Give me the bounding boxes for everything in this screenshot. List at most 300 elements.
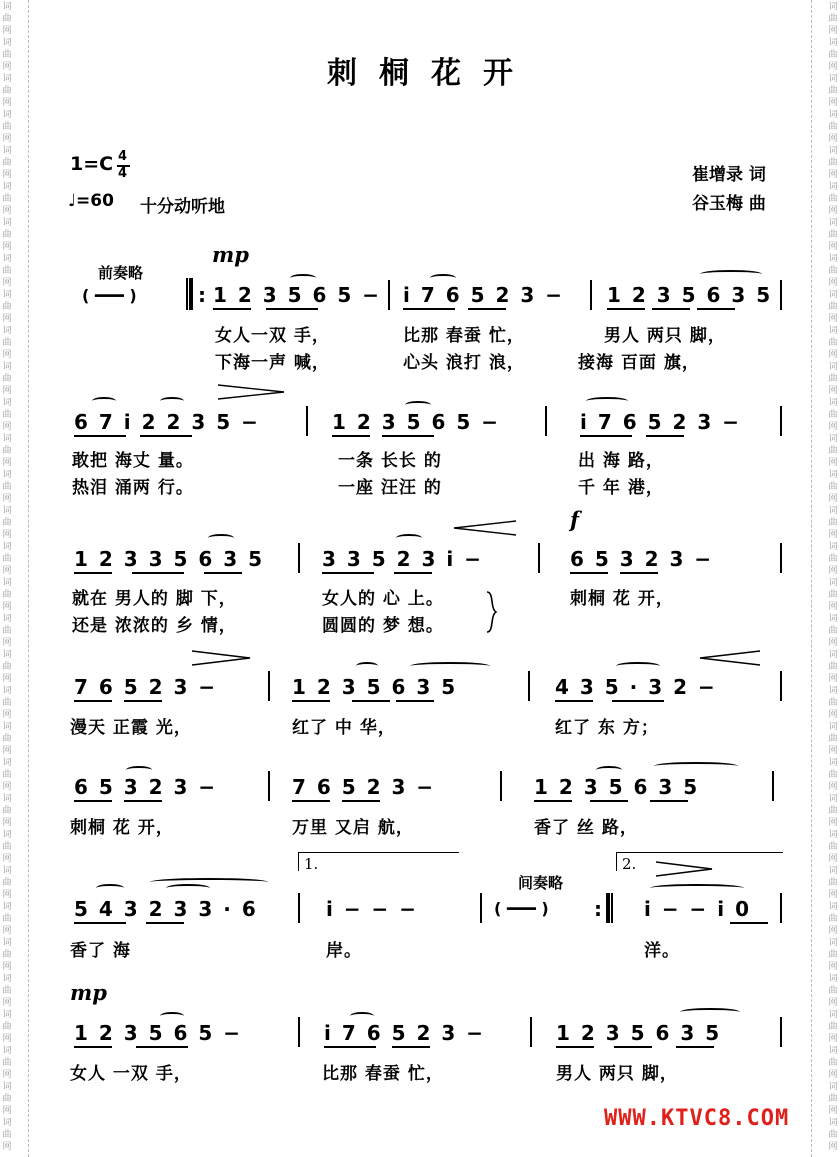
lyric-line: 女人的 心 上。 xyxy=(322,589,444,609)
beam xyxy=(676,1046,714,1048)
watermark-char: 词 xyxy=(2,254,12,264)
slur xyxy=(654,762,738,770)
barline xyxy=(772,771,774,801)
watermark-char: 词 xyxy=(2,74,12,84)
watermark-char: 网 xyxy=(828,710,838,720)
beam xyxy=(697,308,735,310)
beam xyxy=(322,572,374,574)
barline xyxy=(780,893,782,923)
interlude-bracket: ( ━━━ ) xyxy=(494,899,549,918)
watermark-char: 网 xyxy=(828,1034,838,1044)
watermark-char: 曲 xyxy=(828,878,838,888)
lyric-line: 男人 两只 脚， xyxy=(556,1064,678,1084)
watermark-char: 曲 xyxy=(828,86,838,96)
measure-notes: i − − − xyxy=(326,897,419,921)
watermark-char: 曲 xyxy=(828,842,838,852)
watermark-char: 词 xyxy=(828,326,838,336)
watermark-char: 词 xyxy=(2,218,12,228)
barline xyxy=(590,280,592,310)
watermark-char: 词 xyxy=(2,614,12,624)
slur xyxy=(405,401,431,409)
watermark-char: 网 xyxy=(2,746,12,756)
watermark-char: 网 xyxy=(828,386,838,396)
watermark-char: 曲 xyxy=(828,518,838,528)
watermark-char: 曲 xyxy=(828,1094,838,1104)
watermark-char: 曲 xyxy=(2,302,12,312)
beam xyxy=(124,800,162,802)
watermark-char: 网 xyxy=(828,926,838,936)
watermark-char: 曲 xyxy=(828,1022,838,1032)
barline xyxy=(298,1017,300,1047)
dynamic-mp: mp xyxy=(70,980,107,1005)
watermark-char: 网 xyxy=(2,674,12,684)
watermark-char: 网 xyxy=(828,314,838,324)
slur xyxy=(616,662,660,670)
watermark-char: 网 xyxy=(2,278,12,288)
watermark-char: 网 xyxy=(828,494,838,504)
watermark-char: 词 xyxy=(828,146,838,156)
lyric-line: 香了 丝 路， xyxy=(534,818,638,838)
watermark-char: 曲 xyxy=(828,122,838,132)
watermark-char: 网 xyxy=(2,422,12,432)
tempo-marking: ♩=60 xyxy=(68,191,114,211)
beam xyxy=(74,572,112,574)
watermark-char: 词 xyxy=(828,182,838,192)
watermark-char: 曲 xyxy=(2,950,12,960)
watermark-char: 词 xyxy=(2,398,12,408)
key-signature: 1=C xyxy=(70,153,114,175)
decrescendo-hairpin xyxy=(654,858,714,880)
measure-notes: i 7 6 5 2 3 − xyxy=(580,410,741,434)
measure-notes: 7 6 5 2 3 − xyxy=(292,775,436,799)
beam xyxy=(580,435,632,437)
measure-notes: 3 3 5 2 3 i − xyxy=(322,547,483,571)
watermark-char: 网 xyxy=(828,746,838,756)
watermark-char: 网 xyxy=(2,242,12,252)
measure-notes: 1 2 3 5 6 5 − xyxy=(332,410,501,434)
watermark-char: 曲 xyxy=(828,374,838,384)
beam xyxy=(140,435,192,437)
watermark-char: 网 xyxy=(828,566,838,576)
watermark-char: 词 xyxy=(828,1082,838,1092)
watermark-char: 词 xyxy=(828,722,838,732)
watermark-char: 词 xyxy=(2,578,12,588)
watermark-char: 网 xyxy=(828,602,838,612)
slur xyxy=(126,766,152,774)
volta-2-label: 2. xyxy=(622,855,637,873)
watermark-char: 曲 xyxy=(2,50,12,60)
watermark-char: 词 xyxy=(828,2,838,12)
watermark-char: 曲 xyxy=(828,194,838,204)
watermark-char: 词 xyxy=(828,902,838,912)
watermark-char: 曲 xyxy=(828,338,838,348)
slur xyxy=(596,766,622,774)
repeat-dots: : xyxy=(198,283,208,307)
time-sig-top: 4 xyxy=(118,149,128,164)
lyric-line: 洋。 xyxy=(644,941,680,961)
lyric-line: 红了 东 方； xyxy=(555,718,659,738)
beam xyxy=(213,308,251,310)
watermark-char: 词 xyxy=(2,1082,12,1092)
watermark-char: 曲 xyxy=(2,122,12,132)
barline xyxy=(780,671,782,701)
watermark-char: 词 xyxy=(2,758,12,768)
watermark-char: 词 xyxy=(828,830,838,840)
slur xyxy=(650,884,744,892)
slur xyxy=(160,397,184,405)
watermark-char: 词 xyxy=(828,794,838,804)
slur xyxy=(430,274,456,282)
watermark-char: 词 xyxy=(828,506,838,516)
beam xyxy=(352,700,390,702)
beam xyxy=(292,800,330,802)
slur xyxy=(396,534,422,542)
barline xyxy=(298,543,300,573)
watermark-char: 词 xyxy=(828,38,838,48)
watermark-char: 曲 xyxy=(2,914,12,924)
watermark-char: 网 xyxy=(2,1142,12,1152)
watermark-char: 曲 xyxy=(2,878,12,888)
barline xyxy=(528,671,530,701)
slur xyxy=(150,878,268,886)
beam xyxy=(146,922,184,924)
watermark-char: 词 xyxy=(2,722,12,732)
repeat-start-barline xyxy=(186,278,193,310)
watermark-char: 曲 xyxy=(828,266,838,276)
repeat-end-barline xyxy=(606,893,613,923)
watermark-char: 曲 xyxy=(2,1094,12,1104)
watermark-char: 曲 xyxy=(828,590,838,600)
lyric-line: 漫天 正霞 光， xyxy=(70,718,192,738)
lyric-line: 还是 浓浓的 乡 情， xyxy=(72,616,237,636)
watermark-char: 词 xyxy=(828,650,838,660)
lyric-line: 女人一双 手， xyxy=(215,326,330,346)
watermark-char: 曲 xyxy=(2,194,12,204)
watermark-char: 曲 xyxy=(828,1130,838,1140)
watermark-char: 网 xyxy=(2,98,12,108)
beam xyxy=(607,308,645,310)
watermark-char: 网 xyxy=(828,26,838,36)
watermark-char: 网 xyxy=(2,206,12,216)
barline xyxy=(530,1017,532,1047)
watermark-char: 曲 xyxy=(2,698,12,708)
measure-notes: i 7 6 5 2 3 − xyxy=(324,1021,485,1045)
lyric-line: 岸。 xyxy=(326,941,362,961)
expression-marking: 十分动听地 xyxy=(140,197,225,217)
watermark-char: 词 xyxy=(2,1046,12,1056)
watermark-char: 曲 xyxy=(2,806,12,816)
watermark-char: 曲 xyxy=(828,230,838,240)
measure-notes: 1 2 3 5 6 5 − xyxy=(74,1021,243,1045)
watermark-char: 词 xyxy=(828,614,838,624)
watermark-char: 词 xyxy=(828,290,838,300)
watermark-char: 曲 xyxy=(2,662,12,672)
watermark-char: 网 xyxy=(828,62,838,72)
watermark-char: 曲 xyxy=(828,302,838,312)
slur xyxy=(92,397,116,405)
watermark-char: 网 xyxy=(2,62,12,72)
watermark-char: 词 xyxy=(828,578,838,588)
watermark-char: 网 xyxy=(828,1070,838,1080)
watermark-char: 词 xyxy=(828,542,838,552)
watermark-char: 曲 xyxy=(2,230,12,240)
measure-notes: 6 5 3 2 3 − xyxy=(74,775,218,799)
beam xyxy=(650,800,688,802)
watermark-char: 网 xyxy=(2,854,12,864)
beam xyxy=(74,435,126,437)
watermark-char: 词 xyxy=(2,38,12,48)
watermark-char: 词 xyxy=(2,1010,12,1020)
watermark-char: 曲 xyxy=(2,1058,12,1068)
barline xyxy=(780,543,782,573)
watermark-char: 词 xyxy=(828,470,838,480)
watermark-char: 网 xyxy=(828,98,838,108)
slur xyxy=(410,662,490,670)
watermark-char: 词 xyxy=(2,794,12,804)
lyric-line: 一座 汪汪 的 xyxy=(338,478,442,498)
watermark-char: 网 xyxy=(2,386,12,396)
watermark-char: 曲 xyxy=(828,446,838,456)
lyricist-credit: 崔增录 词 xyxy=(692,165,766,185)
beam xyxy=(204,572,242,574)
slur xyxy=(290,274,316,282)
lyric-line: 女人 一双 手， xyxy=(70,1064,192,1084)
lyric-line: 红了 中 华， xyxy=(292,718,396,738)
watermark-char: 曲 xyxy=(2,410,12,420)
watermark-char: 曲 xyxy=(2,590,12,600)
lyric-line: 香了 海 xyxy=(70,941,131,961)
lyric-line: 心头 浪打 浪， xyxy=(403,353,525,373)
right-border xyxy=(811,0,826,1157)
watermark-char: 曲 xyxy=(2,158,12,168)
lyric-line: 下海一声 喊， xyxy=(215,353,330,373)
watermark-char: 曲 xyxy=(2,554,12,564)
watermark-char: 词 xyxy=(2,686,12,696)
beam xyxy=(612,700,664,702)
lyric-line: 出 海 路， xyxy=(578,451,664,471)
barline xyxy=(780,280,782,310)
beam xyxy=(74,700,112,702)
repeat-dots: : xyxy=(594,897,604,921)
watermark-char: 网 xyxy=(2,350,12,360)
lyric-line: 一条 长长 的 xyxy=(338,451,442,471)
watermark-char: 曲 xyxy=(2,266,12,276)
lyric-line: 刺桐 花 开， xyxy=(70,818,174,838)
watermark-char: 网 xyxy=(2,602,12,612)
watermark-char: 曲 xyxy=(2,482,12,492)
watermark-char: 网 xyxy=(2,710,12,720)
watermark-char: 曲 xyxy=(828,158,838,168)
watermark-char: 网 xyxy=(2,458,12,468)
watermark-char: 曲 xyxy=(828,1058,838,1068)
lyric-line: 敢把 海丈 量。 xyxy=(72,451,194,471)
barline xyxy=(306,406,308,436)
watermark-char: 曲 xyxy=(2,986,12,996)
lyric-line: 比那 春蚕 忙， xyxy=(322,1064,444,1084)
measure-notes: i 7 6 5 2 3 − xyxy=(403,283,564,307)
barline xyxy=(545,406,547,436)
watermark-char: 词 xyxy=(828,1046,838,1056)
beam xyxy=(590,800,628,802)
watermark-char: 曲 xyxy=(2,446,12,456)
watermark-char: 曲 xyxy=(828,410,838,420)
measure-notes: 6 5 3 2 3 − xyxy=(570,547,714,571)
beam xyxy=(324,1046,376,1048)
watermark-char: 曲 xyxy=(828,734,838,744)
watermark-char: 网 xyxy=(828,1142,838,1152)
beam xyxy=(556,1046,594,1048)
beam xyxy=(555,700,593,702)
lyric-line: 就在 男人的 脚 下， xyxy=(72,589,237,609)
time-sig-bottom: 4 xyxy=(118,166,128,181)
watermark-char: 词 xyxy=(828,686,838,696)
watermark-char: 词 xyxy=(2,506,12,516)
watermark-char: 词 xyxy=(828,1118,838,1128)
left-border xyxy=(14,0,29,1157)
watermark-char: 网 xyxy=(2,26,12,36)
dynamic-f: f xyxy=(570,507,580,532)
slur xyxy=(160,1012,184,1020)
watermark-char: 曲 xyxy=(2,1022,12,1032)
beam xyxy=(614,1046,652,1048)
watermark-char: 曲 xyxy=(2,626,12,636)
decrescendo-hairpin xyxy=(216,382,286,402)
lyric-line: 热泪 涌两 行。 xyxy=(72,478,194,498)
barline xyxy=(268,671,270,701)
watermark-char: 词 xyxy=(828,938,838,948)
measure-notes: 7 6 5 2 3 − xyxy=(74,675,218,699)
watermark-char: 网 xyxy=(828,818,838,828)
barline xyxy=(538,543,540,573)
watermark-char: 网 xyxy=(2,134,12,144)
watermark-char: 网 xyxy=(828,854,838,864)
measure-notes: 4 3 5 · 3 2 − xyxy=(555,675,717,699)
slur xyxy=(356,662,378,670)
watermark-char: 曲 xyxy=(2,338,12,348)
watermark-char: 网 xyxy=(828,134,838,144)
crescendo-hairpin xyxy=(452,518,518,538)
watermark-char: 网 xyxy=(828,422,838,432)
measure-notes: 1 2 3 5 6 3 5 xyxy=(607,283,773,307)
barline xyxy=(298,893,300,923)
watermark-char: 曲 xyxy=(2,842,12,852)
beam xyxy=(646,435,684,437)
watermark-char: 网 xyxy=(2,1070,12,1080)
barline xyxy=(268,771,270,801)
watermark-char: 词 xyxy=(2,1118,12,1128)
measure-notes: 1 2 3 5 6 5 − xyxy=(213,283,382,307)
measure-notes: 1 2 3 5 6 3 5 xyxy=(534,775,700,799)
watermark-char: 曲 xyxy=(828,806,838,816)
watermark-char: 词 xyxy=(2,902,12,912)
watermark-char: 曲 xyxy=(828,554,838,564)
decrescendo-hairpin xyxy=(190,648,252,668)
beam xyxy=(392,1046,430,1048)
lyric-line: 圆圆的 梦 想。 xyxy=(322,616,444,636)
watermark-char: 词 xyxy=(2,542,12,552)
measure-notes: 1 2 3 3 5 6 3 5 xyxy=(74,547,265,571)
beam xyxy=(570,572,608,574)
watermark-char: 曲 xyxy=(828,626,838,636)
watermark-char: 网 xyxy=(2,1106,12,1116)
dynamic-mp: mp xyxy=(212,242,249,267)
slur xyxy=(350,1012,374,1020)
watermark-char: 网 xyxy=(828,350,838,360)
beam xyxy=(534,800,572,802)
watermark-char: 网 xyxy=(828,782,838,792)
watermark-char: 曲 xyxy=(2,374,12,384)
watermark-char: 曲 xyxy=(2,1130,12,1140)
measure-notes: 1 2 3 5 6 3 5 xyxy=(556,1021,722,1045)
verse-brace xyxy=(484,590,498,634)
watermark-char: 词 xyxy=(2,2,12,12)
site-logo: WWW.KTVC8.COM xyxy=(604,1106,790,1131)
watermark-char: 网 xyxy=(828,170,838,180)
watermark-char: 曲 xyxy=(828,950,838,960)
beam xyxy=(74,1046,112,1048)
watermark-char: 词 xyxy=(2,650,12,660)
beam xyxy=(124,700,162,702)
watermark-char: 词 xyxy=(2,362,12,372)
watermark-char: 曲 xyxy=(2,770,12,780)
watermark-char: 网 xyxy=(2,566,12,576)
measure-notes: 6 7 i 2 2 3 5 − xyxy=(74,410,260,434)
watermark-char: 网 xyxy=(2,314,12,324)
watermark-char: 曲 xyxy=(2,86,12,96)
watermark-char: 词 xyxy=(828,110,838,120)
lyric-line: 接海 百面 旗， xyxy=(578,353,700,373)
beam xyxy=(74,800,112,802)
watermark-char: 词 xyxy=(2,866,12,876)
song-title: 刺桐花开 xyxy=(327,56,535,91)
watermark-char: 词 xyxy=(828,218,838,228)
beam xyxy=(730,922,768,924)
watermark-char: 网 xyxy=(828,458,838,468)
watermark-char: 词 xyxy=(828,74,838,84)
watermark-char: 网 xyxy=(828,890,838,900)
lyric-line: 男人 两只 脚， xyxy=(604,326,726,346)
watermark-char: 网 xyxy=(2,890,12,900)
watermark-char: 网 xyxy=(2,530,12,540)
crescendo-hairpin xyxy=(698,648,762,668)
barline xyxy=(780,406,782,436)
watermark-char: 词 xyxy=(828,254,838,264)
watermark-char: 网 xyxy=(828,242,838,252)
watermark-char: 词 xyxy=(2,470,12,480)
barline xyxy=(500,771,502,801)
watermark-char: 网 xyxy=(2,1034,12,1044)
watermark-char: 曲 xyxy=(828,50,838,60)
beam xyxy=(136,1046,188,1048)
prelude-bracket: ( ━━━ ) xyxy=(82,286,137,305)
beam xyxy=(620,572,658,574)
watermark-char: 词 xyxy=(2,110,12,120)
watermark-char: 网 xyxy=(828,998,838,1008)
watermark-char: 词 xyxy=(828,362,838,372)
watermark-char: 网 xyxy=(828,278,838,288)
watermark-char: 曲 xyxy=(828,698,838,708)
beam xyxy=(396,700,434,702)
lyric-line: 千 年 港， xyxy=(578,478,664,498)
beam xyxy=(403,308,455,310)
beam xyxy=(266,308,318,310)
slur xyxy=(208,534,234,542)
watermark-char: 词 xyxy=(828,974,838,984)
beam xyxy=(292,700,330,702)
watermark-char: 词 xyxy=(2,974,12,984)
beam xyxy=(468,308,506,310)
watermark-char: 词 xyxy=(2,830,12,840)
